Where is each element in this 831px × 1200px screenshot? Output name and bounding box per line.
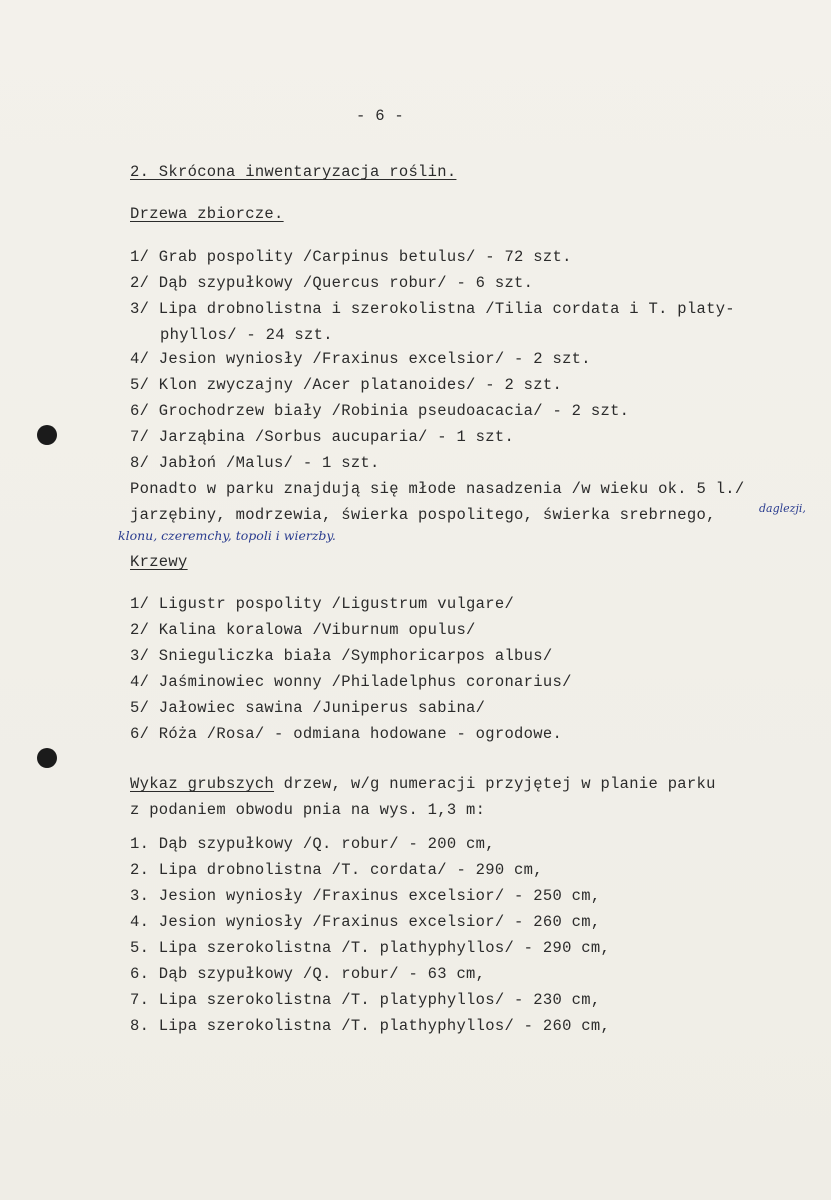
- large-trees-intro-text: drzew, w/g numeracji przyjętej w planie parku: [274, 775, 716, 793]
- large-tree-item: 4. Jesion wyniosły /Fraxinus excelsior/ - 260 cm,: [130, 913, 601, 931]
- shrub-item: 5/ Jałowiec sawina /Juniperus sabina/: [130, 699, 486, 717]
- shrubs-heading: Krzewy: [130, 553, 188, 571]
- large-trees-heading: Wykaz grubszych: [130, 775, 275, 793]
- large-tree-item: 7. Lipa szerokolistna /T. platyphyllos/ - 230 cm,: [130, 991, 601, 1009]
- young-plantings-text: Ponadto w parku znajdują się młode nasadzenia /w wieku ok. 5 l./: [130, 480, 745, 498]
- large-tree-item: 1. Dąb szypułkowy /Q. robur/ - 200 cm,: [130, 835, 495, 853]
- handwritten-annotation: klonu, czeremchy, topoli i wierzby.: [118, 528, 336, 543]
- young-plantings-text: jarzębiny, modrzewia, świerka pospolitego, świerka srebrnego,: [130, 506, 716, 524]
- punch-hole: [37, 748, 57, 768]
- tree-item: 5/ Klon zwyczajny /Acer platanoides/ - 2 szt.: [130, 376, 563, 394]
- tree-item: 8/ Jabłoń /Malus/ - 1 szt.: [130, 454, 380, 472]
- large-trees-intro: [130, 774, 716, 794]
- tree-item: 4/ Jesion wyniosły /Fraxinus excelsior/ - 2 szt.: [130, 350, 591, 368]
- shrub-item: 6/ Róża /Rosa/ - odmiana hodowane - ogrodowe.: [130, 725, 563, 743]
- tree-item: 1/ Grab pospolity /Carpinus betulus/ - 72 szt.: [130, 248, 572, 266]
- large-trees-intro-line2: z podaniem obwodu pnia na wys. 1,3 m:: [130, 801, 486, 819]
- large-tree-item: 8. Lipa szerokolistna /T. plathyphyllos/ - 260 cm,: [130, 1017, 611, 1035]
- tree-item: 3/ Lipa drobnolistna i szerokolistna /Tilia cordata i T. platy-: [130, 300, 735, 318]
- shrub-item: 3/ Snieguliczka biała /Symphoricarpos albus/: [130, 647, 553, 665]
- handwritten-annotation: daglezji,: [759, 502, 806, 515]
- shrub-item: 1/ Ligustr pospolity /Ligustrum vulgare/: [130, 595, 515, 613]
- tree-item-continuation: phyllos/ - 24 szt.: [160, 326, 333, 344]
- large-tree-item: 3. Jesion wyniosły /Fraxinus excelsior/ - 250 cm,: [130, 887, 601, 905]
- shrub-item: 4/ Jaśminowiec wonny /Philadelphus coronarius/: [130, 673, 572, 691]
- large-tree-item: 2. Lipa drobnolistna /T. cordata/ - 290 cm,: [130, 861, 543, 879]
- section-title: 2. Skrócona inwentaryzacja roślin.: [130, 163, 457, 181]
- tree-item: 7/ Jarząbina /Sorbus aucuparia/ - 1 szt.: [130, 428, 515, 446]
- tree-item: 2/ Dąb szypułkowy /Quercus robur/ - 6 szt.: [130, 274, 534, 292]
- shrub-item: 2/ Kalina koralowa /Viburnum opulus/: [130, 621, 476, 639]
- large-tree-item: 5. Lipa szerokolistna /T. plathyphyllos/ - 290 cm,: [130, 939, 611, 957]
- large-tree-item: 6. Dąb szypułkowy /Q. robur/ - 63 cm,: [130, 965, 486, 983]
- trees-heading: Drzewa zbiorcze.: [130, 205, 284, 223]
- page-number: - 6 -: [356, 107, 405, 125]
- punch-hole: [37, 425, 57, 445]
- tree-item: 6/ Grochodrzew biały /Robinia pseudoacacia/ - 2 szt.: [130, 402, 630, 420]
